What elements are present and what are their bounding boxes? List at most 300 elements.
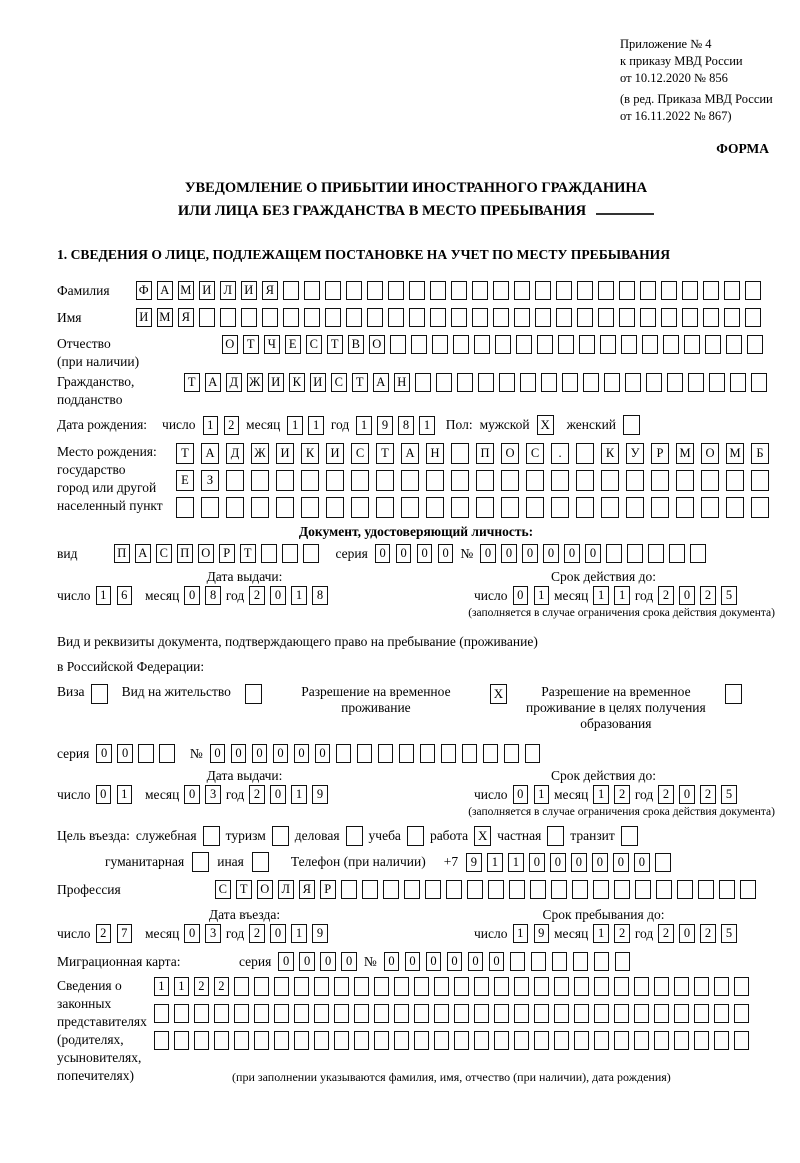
char-cell[interactable] <box>404 880 420 899</box>
char-cell[interactable] <box>388 281 404 300</box>
char-cell[interactable]: С <box>156 544 172 563</box>
purpose-work-checkbox[interactable]: X <box>474 826 491 846</box>
char-cell[interactable] <box>558 335 574 354</box>
char-cell[interactable] <box>621 335 637 354</box>
stay-day-boxes[interactable] <box>513 924 550 943</box>
char-cell[interactable]: 0 <box>592 853 608 872</box>
char-cell[interactable]: 9 <box>466 853 482 872</box>
char-cell[interactable] <box>254 1031 269 1050</box>
char-cell[interactable] <box>226 470 244 491</box>
char-cell[interactable] <box>510 952 526 971</box>
char-cell[interactable]: 1 <box>308 416 324 435</box>
char-cell[interactable] <box>614 1031 629 1050</box>
char-cell[interactable]: Т <box>184 373 200 392</box>
char-cell[interactable]: 9 <box>312 924 328 943</box>
char-cell[interactable] <box>640 281 656 300</box>
char-cell[interactable] <box>501 497 519 518</box>
char-cell[interactable]: Л <box>278 880 294 899</box>
char-cell[interactable] <box>514 281 530 300</box>
char-cell[interactable]: С <box>331 373 347 392</box>
char-cell[interactable] <box>304 308 320 327</box>
char-cell[interactable]: 1 <box>356 416 372 435</box>
char-cell[interactable] <box>674 1031 689 1050</box>
char-cell[interactable]: 0 <box>543 544 559 563</box>
char-cell[interactable] <box>579 335 595 354</box>
identity-expiry-year-boxes[interactable] <box>658 586 737 605</box>
char-cell[interactable]: И <box>276 443 294 464</box>
char-cell[interactable]: Р <box>219 544 235 563</box>
char-cell[interactable]: 0 <box>396 544 412 563</box>
char-cell[interactable] <box>325 281 341 300</box>
residence-permit-checkbox[interactable] <box>245 684 262 704</box>
char-cell[interactable] <box>747 335 763 354</box>
char-cell[interactable] <box>627 544 643 563</box>
char-cell[interactable]: Т <box>376 443 394 464</box>
entry-year-boxes[interactable] <box>249 924 328 943</box>
char-cell[interactable]: 0 <box>184 785 200 804</box>
char-cell[interactable] <box>274 1031 289 1050</box>
char-cell[interactable] <box>154 1004 169 1023</box>
char-cell[interactable]: М <box>726 443 744 464</box>
char-cell[interactable] <box>626 470 644 491</box>
char-cell[interactable] <box>504 744 520 763</box>
char-cell[interactable] <box>598 308 614 327</box>
char-cell[interactable] <box>199 308 215 327</box>
purpose-humanitarian-checkbox[interactable] <box>192 852 209 872</box>
char-cell[interactable] <box>701 497 719 518</box>
char-cell[interactable] <box>551 470 569 491</box>
char-cell[interactable]: 2 <box>658 785 674 804</box>
char-cell[interactable] <box>314 977 329 996</box>
char-cell[interactable] <box>401 497 419 518</box>
char-cell[interactable] <box>334 977 349 996</box>
char-cell[interactable] <box>703 281 719 300</box>
char-cell[interactable]: Т <box>236 880 252 899</box>
char-cell[interactable]: 9 <box>377 416 393 435</box>
char-cell[interactable] <box>261 544 277 563</box>
char-cell[interactable] <box>530 880 546 899</box>
char-cell[interactable] <box>336 744 352 763</box>
char-cell[interactable]: О <box>369 335 385 354</box>
char-cell[interactable]: 1 <box>96 586 112 605</box>
sex-female-checkbox[interactable] <box>623 415 640 435</box>
char-cell[interactable] <box>674 977 689 996</box>
char-cell[interactable]: Я <box>262 281 278 300</box>
char-cell[interactable] <box>357 744 373 763</box>
char-cell[interactable] <box>409 281 425 300</box>
char-cell[interactable]: 0 <box>522 544 538 563</box>
char-cell[interactable] <box>494 977 509 996</box>
char-cell[interactable] <box>454 1031 469 1050</box>
char-cell[interactable] <box>414 977 429 996</box>
char-cell[interactable]: П <box>476 443 494 464</box>
char-cell[interactable]: О <box>501 443 519 464</box>
char-cell[interactable]: 0 <box>585 544 601 563</box>
char-cell[interactable]: О <box>198 544 214 563</box>
char-cell[interactable]: 2 <box>194 977 209 996</box>
citizenship-boxes[interactable] <box>184 373 767 392</box>
char-cell[interactable] <box>514 1031 529 1050</box>
char-cell[interactable]: С <box>526 443 544 464</box>
char-cell[interactable]: 0 <box>231 744 247 763</box>
char-cell[interactable] <box>415 373 431 392</box>
char-cell[interactable] <box>346 281 362 300</box>
char-cell[interactable] <box>663 335 679 354</box>
char-cell[interactable] <box>661 281 677 300</box>
char-cell[interactable]: Т <box>240 544 256 563</box>
char-cell[interactable] <box>634 977 649 996</box>
char-cell[interactable]: 0 <box>278 952 294 971</box>
char-cell[interactable]: 1 <box>174 977 189 996</box>
char-cell[interactable]: 2 <box>700 586 716 605</box>
char-cell[interactable]: 5 <box>721 586 737 605</box>
char-cell[interactable] <box>734 977 749 996</box>
char-cell[interactable]: 0 <box>375 544 391 563</box>
char-cell[interactable] <box>283 281 299 300</box>
char-cell[interactable] <box>684 335 700 354</box>
char-cell[interactable]: М <box>157 308 173 327</box>
char-cell[interactable] <box>374 1004 389 1023</box>
char-cell[interactable] <box>654 977 669 996</box>
char-cell[interactable]: 2 <box>249 924 265 943</box>
identity-doc-series-boxes[interactable] <box>375 544 454 563</box>
char-cell[interactable]: Р <box>320 880 336 899</box>
char-cell[interactable]: А <box>205 373 221 392</box>
char-cell[interactable] <box>426 497 444 518</box>
char-cell[interactable] <box>576 497 594 518</box>
char-cell[interactable] <box>593 880 609 899</box>
char-cell[interactable]: Ч <box>264 335 280 354</box>
char-cell[interactable] <box>226 497 244 518</box>
char-cell[interactable] <box>194 1031 209 1050</box>
char-cell[interactable] <box>451 281 467 300</box>
char-cell[interactable] <box>351 497 369 518</box>
char-cell[interactable] <box>669 544 685 563</box>
char-cell[interactable] <box>551 497 569 518</box>
char-cell[interactable] <box>474 1031 489 1050</box>
char-cell[interactable]: У <box>626 443 644 464</box>
patronymic-boxes[interactable] <box>222 335 763 354</box>
char-cell[interactable]: 0 <box>210 744 226 763</box>
char-cell[interactable] <box>476 470 494 491</box>
char-cell[interactable]: Д <box>226 443 244 464</box>
identity-expiry-day-boxes[interactable] <box>513 586 550 605</box>
char-cell[interactable] <box>655 853 671 872</box>
char-cell[interactable] <box>494 1004 509 1023</box>
char-cell[interactable]: И <box>326 443 344 464</box>
char-cell[interactable] <box>674 1004 689 1023</box>
char-cell[interactable] <box>703 308 719 327</box>
char-cell[interactable] <box>176 497 194 518</box>
char-cell[interactable] <box>374 1031 389 1050</box>
char-cell[interactable]: 1 <box>593 924 609 943</box>
char-cell[interactable]: 0 <box>679 924 695 943</box>
char-cell[interactable]: 1 <box>203 416 219 435</box>
char-cell[interactable] <box>138 744 154 763</box>
char-cell[interactable]: 0 <box>613 853 629 872</box>
char-cell[interactable]: 5 <box>721 785 737 804</box>
char-cell[interactable]: 0 <box>270 586 286 605</box>
char-cell[interactable] <box>351 470 369 491</box>
char-cell[interactable] <box>651 470 669 491</box>
char-cell[interactable] <box>634 1004 649 1023</box>
char-cell[interactable] <box>174 1004 189 1023</box>
char-cell[interactable] <box>274 1004 289 1023</box>
char-cell[interactable]: 2 <box>700 924 716 943</box>
char-cell[interactable]: 1 <box>419 416 435 435</box>
char-cell[interactable]: Ж <box>251 443 269 464</box>
char-cell[interactable] <box>472 281 488 300</box>
char-cell[interactable]: 0 <box>252 744 268 763</box>
temp-residence-edu-checkbox[interactable] <box>725 684 742 704</box>
char-cell[interactable] <box>635 880 651 899</box>
char-cell[interactable]: 0 <box>315 744 331 763</box>
char-cell[interactable] <box>724 281 740 300</box>
char-cell[interactable] <box>606 544 622 563</box>
char-cell[interactable] <box>274 977 289 996</box>
char-cell[interactable]: 1 <box>291 785 307 804</box>
char-cell[interactable] <box>254 977 269 996</box>
char-cell[interactable]: 0 <box>270 785 286 804</box>
char-cell[interactable] <box>301 497 319 518</box>
char-cell[interactable] <box>594 952 610 971</box>
char-cell[interactable] <box>334 1031 349 1050</box>
char-cell[interactable]: . <box>551 443 569 464</box>
char-cell[interactable]: 0 <box>294 744 310 763</box>
char-cell[interactable] <box>701 470 719 491</box>
char-cell[interactable]: 1 <box>291 586 307 605</box>
char-cell[interactable]: 1 <box>534 586 550 605</box>
char-cell[interactable] <box>399 744 415 763</box>
char-cell[interactable] <box>534 1031 549 1050</box>
purpose-business-checkbox[interactable] <box>346 826 363 846</box>
char-cell[interactable]: 2 <box>614 785 630 804</box>
char-cell[interactable] <box>376 470 394 491</box>
char-cell[interactable]: А <box>135 544 151 563</box>
char-cell[interactable] <box>354 1004 369 1023</box>
char-cell[interactable]: 0 <box>438 544 454 563</box>
char-cell[interactable]: 0 <box>341 952 357 971</box>
char-cell[interactable] <box>656 880 672 899</box>
char-cell[interactable]: З <box>201 470 219 491</box>
char-cell[interactable]: 0 <box>501 544 517 563</box>
char-cell[interactable]: 2 <box>214 977 229 996</box>
char-cell[interactable] <box>241 308 257 327</box>
char-cell[interactable] <box>526 497 544 518</box>
char-cell[interactable] <box>376 497 394 518</box>
char-cell[interactable] <box>434 1031 449 1050</box>
char-cell[interactable]: 7 <box>117 924 133 943</box>
char-cell[interactable]: Т <box>176 443 194 464</box>
char-cell[interactable]: 0 <box>480 544 496 563</box>
identity-doc-number-boxes[interactable] <box>480 544 706 563</box>
char-cell[interactable] <box>520 373 536 392</box>
char-cell[interactable] <box>751 373 767 392</box>
char-cell[interactable]: И <box>241 281 257 300</box>
representatives-line-1-boxes[interactable] <box>154 977 749 996</box>
char-cell[interactable] <box>294 1031 309 1050</box>
char-cell[interactable] <box>614 1004 629 1023</box>
char-cell[interactable]: 1 <box>508 853 524 872</box>
char-cell[interactable]: 0 <box>468 952 484 971</box>
char-cell[interactable] <box>514 1004 529 1023</box>
char-cell[interactable] <box>446 880 462 899</box>
char-cell[interactable]: А <box>373 373 389 392</box>
char-cell[interactable] <box>654 1004 669 1023</box>
char-cell[interactable] <box>516 335 532 354</box>
char-cell[interactable]: 2 <box>658 924 674 943</box>
char-cell[interactable]: Т <box>352 373 368 392</box>
char-cell[interactable] <box>682 281 698 300</box>
char-cell[interactable] <box>201 497 219 518</box>
char-cell[interactable] <box>294 1004 309 1023</box>
char-cell[interactable] <box>234 977 249 996</box>
residence-issue-year-boxes[interactable] <box>249 785 328 804</box>
char-cell[interactable] <box>314 1004 329 1023</box>
char-cell[interactable]: Ж <box>247 373 263 392</box>
char-cell[interactable] <box>751 497 769 518</box>
purpose-study-checkbox[interactable] <box>407 826 424 846</box>
entry-month-boxes[interactable] <box>184 924 221 943</box>
char-cell[interactable] <box>454 1004 469 1023</box>
char-cell[interactable] <box>719 880 735 899</box>
char-cell[interactable] <box>483 744 499 763</box>
purpose-official-checkbox[interactable] <box>203 826 220 846</box>
char-cell[interactable] <box>451 443 469 464</box>
char-cell[interactable] <box>378 744 394 763</box>
char-cell[interactable] <box>474 977 489 996</box>
char-cell[interactable] <box>262 308 278 327</box>
char-cell[interactable] <box>304 281 320 300</box>
char-cell[interactable] <box>690 544 706 563</box>
purpose-transit-checkbox[interactable] <box>621 826 638 846</box>
char-cell[interactable] <box>457 373 473 392</box>
char-cell[interactable] <box>574 1004 589 1023</box>
char-cell[interactable]: 8 <box>205 586 221 605</box>
char-cell[interactable]: 8 <box>398 416 414 435</box>
char-cell[interactable] <box>614 977 629 996</box>
char-cell[interactable]: К <box>301 443 319 464</box>
char-cell[interactable] <box>430 281 446 300</box>
residence-issue-day-boxes[interactable] <box>96 785 133 804</box>
char-cell[interactable] <box>726 470 744 491</box>
char-cell[interactable] <box>514 308 530 327</box>
char-cell[interactable]: 0 <box>117 744 133 763</box>
char-cell[interactable] <box>474 1004 489 1023</box>
char-cell[interactable] <box>601 497 619 518</box>
char-cell[interactable]: 1 <box>117 785 133 804</box>
purpose-private-checkbox[interactable] <box>547 826 564 846</box>
char-cell[interactable] <box>394 977 409 996</box>
birthdate-month-boxes[interactable] <box>287 416 324 435</box>
char-cell[interactable] <box>574 1031 589 1050</box>
char-cell[interactable]: И <box>199 281 215 300</box>
char-cell[interactable] <box>626 497 644 518</box>
char-cell[interactable]: Б <box>751 443 769 464</box>
char-cell[interactable]: К <box>601 443 619 464</box>
char-cell[interactable] <box>346 308 362 327</box>
char-cell[interactable] <box>474 335 490 354</box>
char-cell[interactable]: С <box>306 335 322 354</box>
char-cell[interactable]: 0 <box>679 586 695 605</box>
char-cell[interactable]: 0 <box>564 544 580 563</box>
char-cell[interactable] <box>454 977 469 996</box>
char-cell[interactable] <box>600 335 616 354</box>
char-cell[interactable]: 0 <box>550 853 566 872</box>
char-cell[interactable] <box>494 1031 509 1050</box>
char-cell[interactable] <box>462 744 478 763</box>
char-cell[interactable] <box>434 977 449 996</box>
char-cell[interactable] <box>472 308 488 327</box>
char-cell[interactable] <box>451 308 467 327</box>
char-cell[interactable] <box>667 373 683 392</box>
char-cell[interactable] <box>514 977 529 996</box>
surname-boxes[interactable] <box>136 281 761 300</box>
char-cell[interactable] <box>594 1004 609 1023</box>
char-cell[interactable] <box>694 1004 709 1023</box>
char-cell[interactable]: 0 <box>571 853 587 872</box>
char-cell[interactable] <box>714 1004 729 1023</box>
char-cell[interactable] <box>651 497 669 518</box>
char-cell[interactable]: 1 <box>593 785 609 804</box>
char-cell[interactable]: 0 <box>96 744 112 763</box>
char-cell[interactable] <box>283 308 299 327</box>
char-cell[interactable] <box>531 952 547 971</box>
char-cell[interactable] <box>594 977 609 996</box>
char-cell[interactable]: 2 <box>614 924 630 943</box>
char-cell[interactable] <box>535 308 551 327</box>
char-cell[interactable]: 2 <box>249 785 265 804</box>
purpose-other-checkbox[interactable] <box>252 852 269 872</box>
char-cell[interactable] <box>676 497 694 518</box>
char-cell[interactable] <box>572 880 588 899</box>
char-cell[interactable] <box>648 544 664 563</box>
char-cell[interactable]: 3 <box>205 924 221 943</box>
char-cell[interactable]: 0 <box>447 952 463 971</box>
char-cell[interactable] <box>745 308 761 327</box>
char-cell[interactable] <box>534 977 549 996</box>
char-cell[interactable] <box>574 977 589 996</box>
char-cell[interactable] <box>573 952 589 971</box>
char-cell[interactable] <box>598 281 614 300</box>
char-cell[interactable] <box>526 470 544 491</box>
char-cell[interactable] <box>467 880 483 899</box>
char-cell[interactable] <box>604 373 620 392</box>
phone-boxes[interactable] <box>466 853 671 872</box>
char-cell[interactable] <box>390 335 406 354</box>
char-cell[interactable]: 2 <box>249 586 265 605</box>
char-cell[interactable] <box>556 281 572 300</box>
char-cell[interactable] <box>499 373 515 392</box>
char-cell[interactable] <box>276 497 294 518</box>
char-cell[interactable]: И <box>136 308 152 327</box>
identity-issue-day-boxes[interactable] <box>96 586 133 605</box>
char-cell[interactable] <box>234 1004 249 1023</box>
char-cell[interactable] <box>734 1031 749 1050</box>
char-cell[interactable]: 1 <box>487 853 503 872</box>
char-cell[interactable] <box>654 1031 669 1050</box>
char-cell[interactable]: 0 <box>184 586 200 605</box>
char-cell[interactable] <box>453 335 469 354</box>
char-cell[interactable]: П <box>177 544 193 563</box>
residence-series-boxes[interactable] <box>96 744 175 763</box>
birthplace-line-3-boxes[interactable] <box>176 497 769 518</box>
char-cell[interactable]: 1 <box>287 416 303 435</box>
char-cell[interactable] <box>301 470 319 491</box>
char-cell[interactable]: 3 <box>205 785 221 804</box>
char-cell[interactable]: 2 <box>224 416 240 435</box>
char-cell[interactable] <box>367 281 383 300</box>
